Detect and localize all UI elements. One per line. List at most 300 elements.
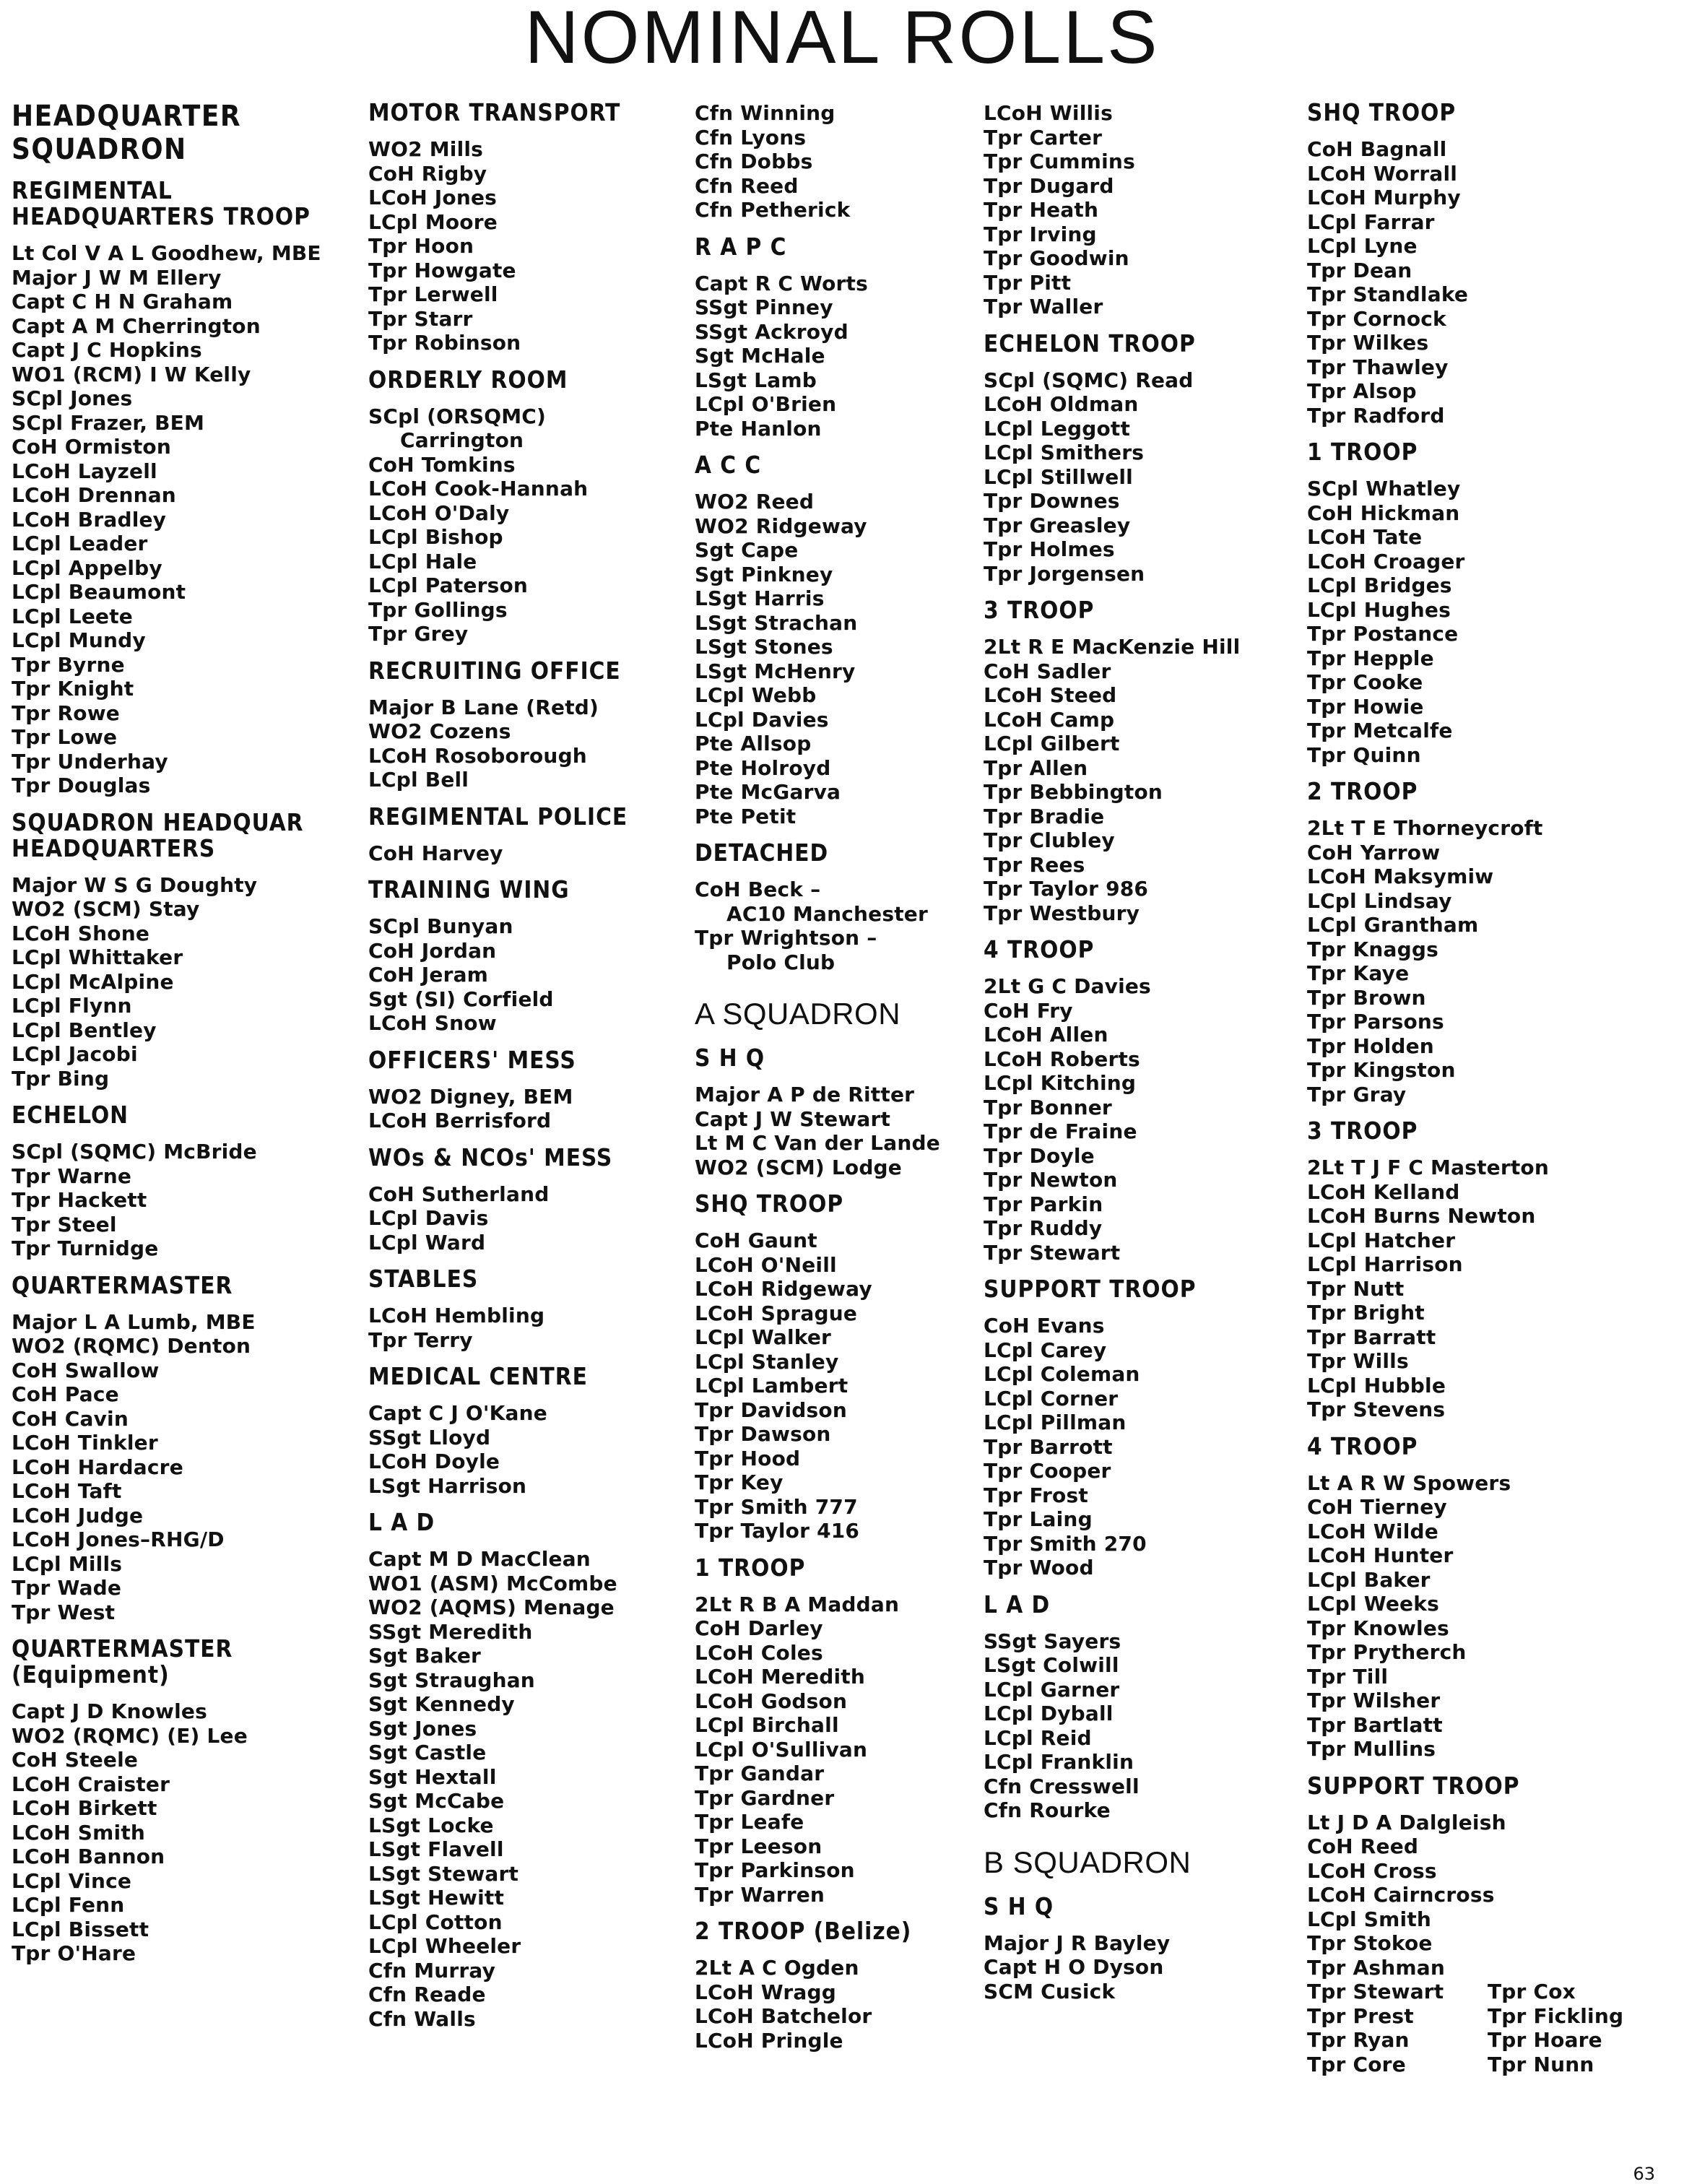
name-line: LCpl Corner [984, 1386, 1119, 1410]
name-line: Capt J W Stewart [695, 1106, 891, 1131]
name-list [368, 1401, 686, 1498]
name-line: Capt J C Hopkins [12, 338, 202, 362]
name-line: LCoH Bradley [12, 507, 167, 532]
name-line: Tpr Goodwin [984, 246, 1129, 270]
name-line: Tpr Postance [1307, 622, 1459, 646]
name-line: LCoH Bannon [12, 1845, 165, 1868]
name-line: Tpr Ashman [1307, 1955, 1445, 1980]
name-line: CoH Sadler [984, 659, 1111, 683]
name-line: LCpl Hatcher [1307, 1228, 1456, 1252]
name-line: LSgt Colwill [984, 1653, 1119, 1677]
name-list [368, 914, 686, 1036]
name-line: SCpl Jones [12, 386, 133, 410]
name-list [12, 873, 351, 1091]
name-line: LCpl Weeks [1307, 1592, 1439, 1616]
name-line: Tpr Lowe [12, 725, 118, 749]
name-line: LSgt Strachan [695, 610, 858, 635]
name-line: SCpl (SQMC) Read [984, 368, 1194, 392]
name-line: LCoH Allen [984, 1023, 1108, 1046]
name-line: LSgt Hewitt [368, 1886, 505, 1910]
name-line: Tpr Brown [1307, 985, 1426, 1010]
name-line: Tpr Hoon [368, 234, 474, 258]
name-line: Tpr Bebbington [984, 780, 1163, 804]
name-line: CoH Ormiston [12, 435, 171, 459]
name-line: LCpl Davies [695, 707, 829, 732]
name-line: CoH Jordan [368, 938, 497, 963]
name-line: CoH Tomkins [368, 452, 516, 477]
name-line: Tpr Rowe [12, 701, 120, 725]
section-heading: 4 TROOP [1307, 1431, 1418, 1460]
name-continuation: Carrington [400, 428, 524, 452]
name-line: LCpl Paterson [368, 573, 529, 597]
name-line: LCoH Shone [12, 921, 150, 945]
name-line: Cfn Reed [695, 173, 799, 198]
name-line: CoH Steele [12, 1748, 139, 1772]
rhq-heading: REGIMENTAL HEADQUARTERS TROOP [12, 176, 311, 230]
hq-squadron-heading: HEADQUARTER SQUADRON [12, 100, 242, 166]
name-line: LCoH Craister [12, 1772, 170, 1796]
name-line: LCpl Stillwell [984, 464, 1133, 489]
name-line: Tpr Cox [1488, 1980, 1576, 2003]
name-line: CoH Gaunt [695, 1228, 817, 1252]
name-line: Tpr Wilkes [1307, 331, 1429, 355]
name-line: Sgt (SI) Corfield [368, 987, 554, 1011]
name-line: Tpr Dean [1307, 258, 1412, 282]
name-line: Tpr Steel [12, 1212, 117, 1236]
name-line: Tpr Hoare [1488, 2028, 1602, 2052]
name-line: Tpr Hepple [1307, 646, 1434, 670]
name-line: Capt H O Dyson [984, 1955, 1164, 1979]
name-line: LCpl Fenn [12, 1893, 125, 1917]
name-line: CoH Yarrow [1307, 840, 1441, 864]
name-line: CoH Sutherland [368, 1182, 550, 1206]
name-line: SCpl Bunyan [368, 914, 513, 938]
name-line: LCoH Drennan [12, 483, 176, 507]
section-heading: 2 TROOP [1307, 777, 1418, 805]
name-pair-row [1307, 2053, 1668, 2077]
name-line: LSgt McHenry [695, 659, 856, 683]
name-line: LCoH Rosoborough [368, 743, 587, 768]
name-pair-row [1307, 1980, 1668, 2004]
name-line: LCpl Hughes [1307, 597, 1451, 622]
name-line: Tpr Barratt [1307, 1325, 1436, 1349]
column-5 [1307, 97, 1668, 2076]
name-pairs [1307, 1956, 1668, 2077]
section-heading: L A D [984, 1590, 1051, 1618]
name-line: Tpr Standlake [1307, 282, 1469, 306]
name-line: Cfn Petherick [695, 198, 851, 222]
name-list [368, 841, 686, 866]
name-line: LCoH Meredith [695, 1665, 866, 1689]
name-line: Lt J D A Dalgleish [1307, 1810, 1506, 1834]
name-list [1307, 1471, 1668, 1762]
name-line: Tpr Grey [368, 622, 469, 646]
name-line: Tpr Nutt [1307, 1276, 1405, 1301]
name-line: Tpr Bonner [984, 1095, 1112, 1119]
section-heading: 3 TROOP [1307, 1117, 1418, 1145]
name-line: Tpr Bright [1307, 1301, 1425, 1325]
name-line: LCpl Walker [695, 1325, 832, 1349]
name-line: Tpr Davidson [695, 1398, 847, 1422]
name-line: CoH Jeram [368, 963, 489, 987]
name-line: Capt C H N Graham [12, 290, 233, 313]
page-title: NOMINAL ROLLS [524, 0, 1160, 79]
name-line: Capt C J O'Kane [368, 1401, 547, 1425]
name-line: LCpl Smith [1307, 1907, 1432, 1931]
name-line: CoH Hickman [1307, 500, 1460, 525]
name-list [984, 1314, 1287, 1580]
name-line: LCpl Harrison [1307, 1252, 1463, 1276]
name-list [695, 1228, 984, 1543]
name-line: Tpr Gollings [368, 597, 508, 622]
name-line: Tpr Till [1307, 1664, 1389, 1689]
name-line: LCpl Flynn [12, 994, 132, 1018]
name-line: CoH Rigby [368, 161, 487, 186]
name-line: Tpr Newton [984, 1168, 1118, 1192]
name-line: Sgt Castle [368, 1741, 487, 1764]
name-line: Tpr Stokoe [1307, 1931, 1433, 1955]
name-line: Cfn Rourke [984, 1798, 1111, 1822]
name-line: LCpl Lambert [695, 1374, 848, 1398]
name-line: LSgt Stones [695, 635, 833, 659]
qm-equipment-heading: QUARTERMASTER (Equipment) [12, 1634, 233, 1689]
name-line: Tpr Irving [984, 222, 1097, 246]
section-heading: ORDERLY ROOM [368, 365, 568, 394]
name-line: CoH Bagnall [1307, 137, 1447, 161]
name-line: Sgt Pinkney [695, 562, 833, 586]
name-line: 2Lt G C Davies [984, 974, 1151, 998]
name-line: Tpr Bradie [984, 804, 1105, 828]
name-line: LCpl Baker [1307, 1567, 1431, 1592]
name-line: Tpr Westbury [984, 901, 1140, 925]
name-line: Tpr Holmes [984, 537, 1115, 561]
name-line: Tpr Stevens [1307, 1398, 1446, 1421]
name-line: Tpr Leeson [695, 1834, 823, 1858]
name-line: CoH Swallow [12, 1358, 160, 1382]
name-line: Tpr Thawley [1307, 355, 1449, 379]
name-line: Tpr Pitt [984, 270, 1072, 295]
name-line: Tpr Wood [984, 1556, 1094, 1580]
name-list [368, 1182, 686, 1255]
name-line: CoH Darley [695, 1616, 823, 1640]
name-list [984, 635, 1287, 925]
name-line: LCpl Hubble [1307, 1373, 1446, 1398]
name-line: LCoH Hardacre [12, 1455, 183, 1479]
name-line: Tpr Key [695, 1470, 784, 1494]
name-list [984, 368, 1287, 586]
name-line: Pte Allsop [695, 732, 812, 755]
name-line: LCoH Doyle [368, 1450, 500, 1473]
name-line: Tpr Holden [1307, 1034, 1434, 1058]
name-line: Cfn Walls [368, 2006, 476, 2031]
name-list [368, 137, 686, 355]
name-line: LSgt Locke [368, 1813, 494, 1837]
name-line: Tpr Douglas [12, 774, 151, 797]
name-line: Tpr Core [1307, 2052, 1406, 2076]
name-line: LCoH Pringle [695, 2028, 843, 2053]
name-line: Tpr Prytherch [1307, 1640, 1467, 1664]
name-line: LCpl Mundy [12, 628, 146, 652]
name-line: Pte McGarva [695, 780, 841, 804]
name-line: LCpl Appelby [12, 555, 162, 580]
name-line: Tpr Cummins [984, 150, 1135, 173]
name-line: Tpr Wilsher [1307, 1689, 1441, 1712]
name-line: Tpr Fickling [1488, 2003, 1624, 2028]
name-line: LCoH Cairncross [1307, 1883, 1495, 1907]
column-1 [12, 97, 351, 1966]
section-heading: 3 TROOP [984, 596, 1095, 624]
name-line: Capt R C Worts [695, 271, 869, 295]
name-line: Capt J D Knowles [12, 1699, 207, 1723]
name-line: LCpl Wheeler [368, 1934, 521, 1958]
name-line: Tpr Prest [1307, 2003, 1414, 2028]
name-line: SCpl Frazer, BEM [12, 410, 205, 435]
name-line: LCoH Jones [368, 186, 498, 209]
name-line: LCoH Sprague [695, 1301, 858, 1325]
section-heading: TRAINING WING [368, 875, 570, 904]
name-line: LCpl Moore [368, 209, 498, 234]
name-line: LCpl Whittaker [12, 945, 183, 969]
name-line: Tpr Nunn [1488, 2052, 1594, 2076]
name-line: Major A P de Ritter [695, 1083, 915, 1106]
name-list [368, 1304, 686, 1352]
name-line: LCpl Leete [12, 604, 133, 628]
name-line: LCoH O'Neill [695, 1252, 837, 1277]
name-line: LCoH Murphy [1307, 186, 1461, 209]
name-line: CoH Reed [1307, 1834, 1419, 1858]
name-line: LCoH Worrall [1307, 161, 1458, 186]
name-line: Tpr Radford [1307, 403, 1445, 428]
name-line: Tpr Lerwell [368, 282, 498, 306]
name-line: LCoH Taft [12, 1479, 122, 1503]
name-line: Tpr Alsop [1307, 379, 1417, 403]
name-line: Tpr Wills [1307, 1349, 1409, 1373]
name-line: LCpl Gilbert [984, 732, 1120, 755]
name-list [12, 1699, 351, 1966]
name-line: CoH Fry [984, 998, 1073, 1023]
name-line: Tpr Underhay [12, 749, 168, 774]
name-line: Tpr Hood [695, 1446, 801, 1470]
name-list [368, 1547, 686, 2031]
name-line: Tpr Quinn [1307, 742, 1421, 767]
name-list [368, 696, 686, 792]
section-heading: OFFICERS' MESS [368, 1045, 576, 1074]
name-line: LCpl Hale [368, 549, 477, 573]
section-heading: DETACHED [695, 838, 829, 867]
name-line: LCpl Pillman [984, 1410, 1127, 1434]
name-list [368, 453, 686, 646]
name-line: LCoH Kelland [1307, 1179, 1460, 1204]
name-line: Tpr West [12, 1600, 116, 1624]
name-line: Tpr Leafe [695, 1810, 804, 1834]
name-line: LCoH Coles [695, 1640, 823, 1665]
name-line: Cfn Lyons [695, 125, 807, 150]
name-line: LCoH Hunter [1307, 1543, 1454, 1567]
name-line: LCpl Cotton [368, 1910, 503, 1934]
section-heading: ECHELON [12, 1101, 129, 1129]
name-line: LCoH Layzell [12, 459, 157, 483]
name-line: Cfn Dobbs [695, 150, 813, 173]
name-list [984, 101, 1287, 319]
name-line: Tpr Dawson [695, 1422, 831, 1446]
name-list [695, 101, 984, 222]
name-line: LCoH Berrisford [368, 1109, 552, 1132]
name-line: Pte Holroyd [695, 755, 831, 780]
name-line: Tpr Smith 777 [695, 1494, 858, 1519]
name-line: LCoH Tinkler [12, 1431, 158, 1455]
name-line: Tpr Starr [368, 306, 473, 331]
name-line: SSgt Pinney [695, 295, 833, 319]
name-line: LCpl Beaumont [12, 580, 186, 604]
name-line: Tpr Gray [1307, 1082, 1407, 1106]
name-line: Sgt Cape [695, 538, 799, 562]
name-line: LCpl Ward [368, 1230, 486, 1254]
name-line: Sgt Straughan [368, 1668, 535, 1692]
name-line: Tpr Knight [12, 677, 134, 701]
name-line: LCpl Leader [12, 532, 148, 555]
name-line: Lt M C Van der Lande [695, 1131, 940, 1155]
name-line: Major J W M Ellery [12, 265, 222, 290]
name-line: Sgt Baker [368, 1644, 482, 1668]
name-line: Tpr Warren [695, 1882, 825, 1907]
section-heading: 1 TROOP [1307, 438, 1418, 466]
name-list [1307, 1156, 1668, 1422]
name-line: Tpr Laing [984, 1507, 1093, 1531]
name-line: Tpr Taylor 416 [695, 1519, 860, 1543]
name-line: Tpr Bing [12, 1066, 110, 1091]
section-heading: SUPPORT TROOP [984, 1275, 1197, 1303]
name-line: Tpr Cooke [1307, 670, 1423, 694]
section-heading: MEDICAL CENTRE [368, 1362, 588, 1390]
name-line: Cfn Winning [695, 101, 836, 125]
name-line: Major L A Lumb, MBE [12, 1309, 256, 1334]
name-line: LCoH Oldman [984, 392, 1139, 416]
name-line: Tpr Howgate [368, 258, 516, 282]
name-line: WO1 (RCM) I W Kelly [12, 362, 251, 386]
name-list [368, 1085, 686, 1133]
name-list [695, 1956, 984, 2053]
name-line: LCpl Kitching [984, 1071, 1137, 1095]
name-line: Tpr Robinson [368, 331, 521, 355]
name-line: LCoH Croager [1307, 549, 1465, 573]
name-line: SCpl Whatley [1307, 477, 1461, 500]
name-line: WO2 (AQMS) Menage [368, 1595, 615, 1619]
name-line: Lt A R W Spowers [1307, 1470, 1511, 1495]
name-line: WO2 Digney, BEM [368, 1084, 573, 1109]
name-continuation: Polo Club [726, 950, 836, 974]
name-line: WO2 Reed [695, 490, 815, 514]
page-number: 63 [1633, 2164, 1655, 2184]
name-line: Sgt McCabe [368, 1789, 505, 1813]
name-line: LCoH Cross [1307, 1858, 1437, 1883]
name-line: Tpr Rees [984, 852, 1085, 877]
name-line: CoH Tierney [1307, 1495, 1447, 1519]
name-list [695, 1083, 984, 1179]
name-list [695, 272, 984, 441]
name-pair-row [1307, 2028, 1668, 2053]
name-line: Tpr Parkin [984, 1192, 1103, 1216]
name-list [12, 241, 351, 798]
name-list [12, 1140, 351, 1261]
name-line: LCpl Mills [12, 1551, 123, 1576]
name-line: 2Lt R B A Maddan [695, 1592, 900, 1616]
name-line: Tpr Waller [984, 295, 1103, 318]
name-line: LSgt Stewart [368, 1861, 519, 1886]
name-line: Tpr Taylor 986 [984, 877, 1149, 901]
name-line: LCpl McAlpine [12, 969, 174, 994]
name-line: 2Lt T J F C Masterton [1307, 1156, 1550, 1179]
name-list [984, 1931, 1287, 2004]
name-line: LSgt Lamb [695, 368, 817, 392]
squadron-heading: B SQUADRON [984, 1845, 1192, 1879]
name-line: WO2 (RQMC) Denton [12, 1334, 251, 1358]
name-line: Sgt Kennedy [368, 1692, 515, 1716]
name-line: Tpr Howie [1307, 694, 1424, 719]
name-line: Tpr Stewart [984, 1240, 1121, 1265]
name-line: WO2 (RQMC) (E) Lee [12, 1723, 248, 1748]
name-line: Tpr Ryan [1307, 2028, 1410, 2052]
section-heading: 4 TROOP [984, 935, 1095, 963]
name-line: SCpl (SQMC) McBride [12, 1140, 257, 1164]
name-line: Cfn Cresswell [984, 1774, 1140, 1798]
name-pair-row [1307, 1956, 1668, 1980]
name-line: LCoH Cook-Hannah [368, 477, 589, 500]
name-line: Tpr Greasley [984, 513, 1131, 537]
column-4 [984, 97, 1287, 2003]
name-line: Major W S G Doughty [12, 872, 258, 897]
name-line: Capt A M Cherrington [12, 313, 261, 338]
name-pair-row [1307, 2004, 1668, 2029]
name-line: Tpr Heath [984, 198, 1099, 222]
name-line: Tpr Cornock [1307, 306, 1446, 331]
name-line: Cfn Murray [368, 1958, 496, 1982]
name-line: Tpr Knowles [1307, 1616, 1449, 1640]
name-line: LCpl Bridges [1307, 573, 1452, 597]
name-line: LSgt Harrison [368, 1473, 527, 1498]
name-line: LCpl O'Sullivan [695, 1737, 868, 1762]
section-heading: WOs & NCOs' MESS [368, 1143, 613, 1171]
name-line: LCpl Franklin [984, 1750, 1134, 1774]
name-line: Tpr Downes [984, 489, 1120, 513]
name-list [695, 1592, 984, 1907]
name-line: LCoH Hembling [368, 1304, 545, 1327]
name-list [984, 1629, 1287, 1823]
name-line: Tpr Jorgensen [984, 561, 1145, 586]
name-line: LCpl Reid [984, 1725, 1092, 1750]
name-line: LCoH Wilde [1307, 1519, 1438, 1543]
name-line: Tpr Byrne [12, 652, 125, 677]
name-line: LCoH Burns Newton [1307, 1204, 1536, 1228]
section-heading: A C C [695, 451, 762, 479]
name-line: LCpl Carey [984, 1338, 1107, 1362]
name-line: LCpl Jacobi [12, 1042, 138, 1066]
name-line: Tpr Wrightson – [695, 926, 877, 950]
name-line: LCoH Steed [984, 683, 1117, 707]
name-line: WO2 Mills [368, 137, 484, 161]
name-line: LCoH Camp [984, 707, 1115, 732]
name-line: LCoH Ridgeway [695, 1277, 872, 1301]
name-line: LCpl Davis [368, 1206, 489, 1230]
name-line: LCpl Farrar [1307, 209, 1435, 234]
name-line: LCpl O'Brien [695, 392, 837, 416]
name-line: LCoH Godson [695, 1689, 848, 1713]
section-heading: QUARTERMASTER [12, 1270, 233, 1299]
section-heading: R A P C [695, 232, 787, 261]
name-line: CoH Cavin [12, 1406, 129, 1431]
name-line: Tpr Allen [984, 755, 1088, 780]
name-list [12, 1310, 351, 1625]
name-line: LCpl Bishop [368, 525, 503, 549]
